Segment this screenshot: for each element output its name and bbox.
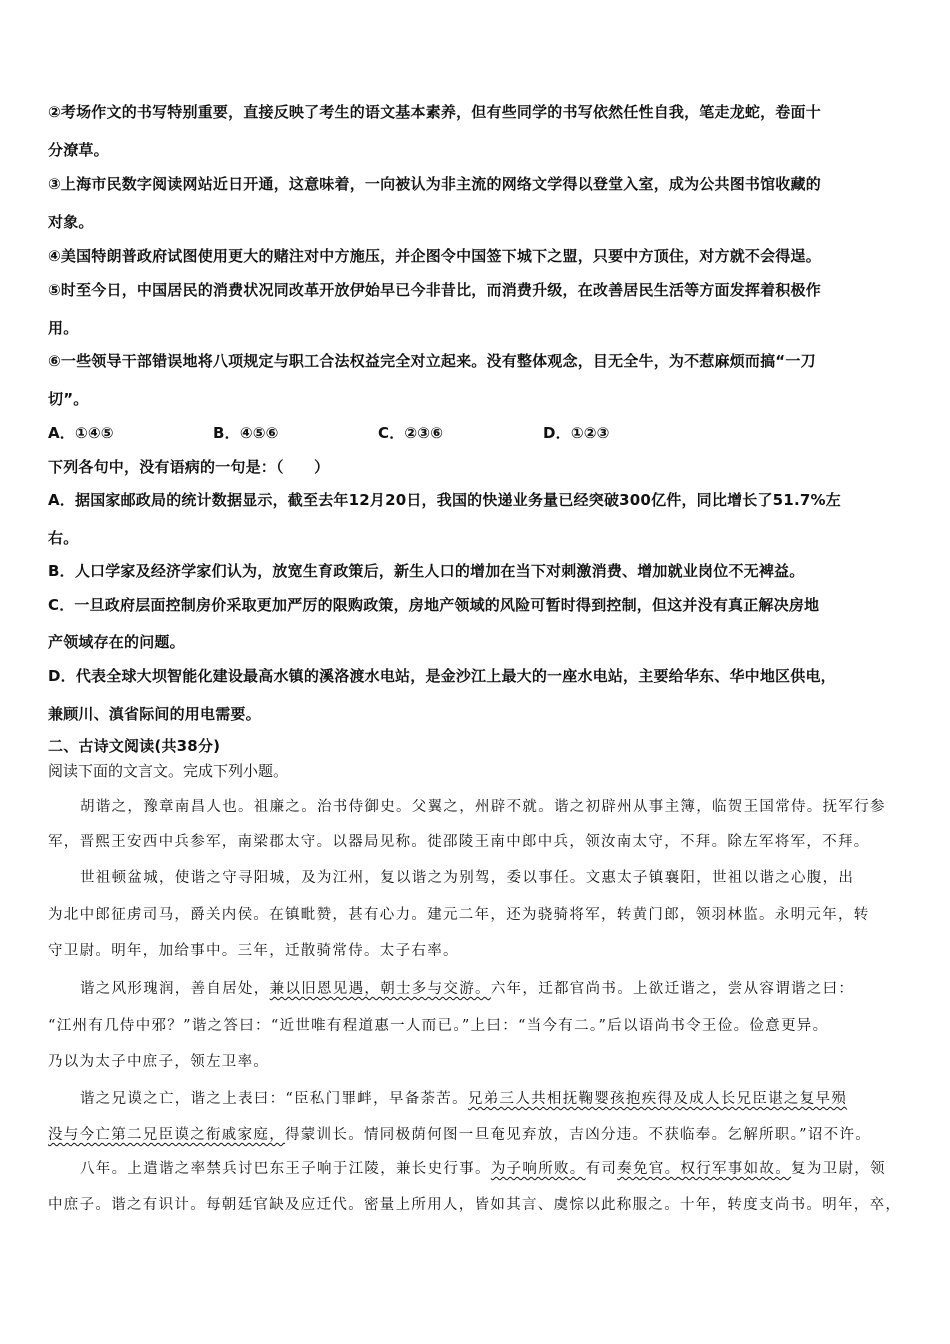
- passage-p5-line2: 中庶子。谐之有识计。每朝廷官缺及应迁代。密量上所用人，皆如其言、虞悰以此称服之。十年，转度支尚书。明年，卒，: [48, 1197, 902, 1213]
- passage-p4-text-b: 得蒙训长。情同极荫何图一旦奄见弃放，吉凶分违。不获临奉。乞解所职。”诏不许。: [285, 1127, 872, 1143]
- q1-item-3-line1: ③上海市民数字阅读网站近日开通，这意味着，一向被认为非主流的网络文学得以登堂入室，成为公共图书馆收藏的: [48, 175, 821, 193]
- passage-p4-underlined-sentence: 兄弟三人共相抚鞠婴孩抱疾得及成人长兄臣谌之复早殒: [467, 1091, 848, 1107]
- passage-p4-text-a: 谐之兄谟之亡，谐之上表曰：“臣私门罪衅，早备荼苦。: [80, 1091, 468, 1107]
- passage-p3-line2: “江州有几侍中邪？”谐之答曰：“近世唯有程道惠一人而已。”上曰：“当今有二。”后以语尚书令王俭。俭意更异。: [48, 1018, 829, 1034]
- q2-option-a-line2: 右。: [48, 529, 79, 547]
- q1-option-b[interactable]: B．④⑤⑥: [213, 424, 279, 442]
- passage-p1-line1: 胡谐之，豫章南昌人也。祖廉之。治书侍御史。父翼之，州辟不就。谐之初辟州从事主簿，临贺王国常侍。抚军行参: [80, 799, 886, 815]
- passage-p4-line1: [80, 1087, 908, 1108]
- q1-item-6-line1: ⑥一些领导干部错误地将八项规定与职工合法权益完全对立起来。没有整体观念，目无全牛，为不惹麻烦而搞“一刀: [48, 352, 816, 370]
- q1-item-5-line2: 用。: [48, 319, 79, 337]
- passage-p5-line1: [80, 1157, 908, 1178]
- passage-p3-text-b: 六年，迁都官尚书。上欲迁谐之，尝从容谓谐之曰：: [490, 981, 855, 997]
- q2-stem: 下列各句中，没有语病的一句是：（ ）: [48, 458, 330, 476]
- q2-option-a-line1[interactable]: A．据国家邮政局的统计数据显示，截至去年12月20日，我国的快递业务量已经突破300亿件，同比增长了51.7%左: [48, 491, 841, 509]
- q2-option-c-line2: 产领域存在的问题。: [48, 633, 185, 651]
- passage-p3-text-a: 谐之风形瑰润，善自居处，: [80, 981, 270, 997]
- passage-p2-line3: 守卫尉。明年，加给事中。三年，迁散骑常侍。太子右率。: [48, 943, 459, 959]
- passage-p5-underlined-3: 权行军事如故。: [680, 1161, 792, 1177]
- q1-item-5-line1: ⑤时至今日，中国居民的消费状况同改革开放伊始早已今非昔比，而消费升级，在改善居民生活等方面发挥着积极作: [48, 281, 821, 299]
- q1-options: [48, 422, 908, 443]
- q1-item-4-line1: ④美国特朗普政府试图使用更大的赌注对中方施压，并企图令中国签下城下之盟，只要中方顶住，对方就不会得逞。: [48, 247, 821, 265]
- q2-option-b-line1[interactable]: B．人口学家及经济学家们认为，放宽生育政策后，新生人口的增加在当下对刺激消费、增加就业岗位不无裨益。: [48, 562, 805, 580]
- q1-item-2-line1: ②考场作文的书写特别重要，直接反映了考生的语文基本素养，但有些同学的书写依然任性自我，笔走龙蛇，卷面十: [48, 103, 821, 121]
- section-heading: 二、古诗文阅读(共38分): [48, 737, 221, 755]
- q2-option-d-line2: 兼顾川、滇省际间的用电需要。: [48, 705, 261, 723]
- passage-p5-underlined-2: 奏免官。: [617, 1161, 681, 1177]
- passage-p2-line2: 为北中郎征虏司马，爵关内侯。在镇毗赞，甚有心力。建元二年，还为骁骑将军，转黄门郎，领羽林监。永明元年，转: [48, 907, 870, 923]
- passage-p1-line2: 军，晋熙王安西中兵参军，南梁郡太守。以器局见称。徙邵陵王南中郎中兵，领汝南太守，不拜。除左军将军，不拜。: [48, 834, 870, 850]
- passage-p5-text-a: 八年。上遣谐之率禁兵讨巴东王子响于江陵，兼长史行事。: [80, 1161, 491, 1177]
- passage-p3-underlined-sentence: 兼以旧恩见遇，朝士多与交游。: [269, 981, 491, 997]
- passage-p4-line2: [48, 1123, 908, 1144]
- q1-option-d[interactable]: D．①②③: [543, 424, 610, 442]
- passage-p5-text-c: 复为卫尉，领: [791, 1161, 886, 1177]
- passage-p3-line3: 乃以为太子中庶子，领左卫率。: [48, 1054, 270, 1070]
- q2-option-c-line1[interactable]: C．一旦政府层面控制房价采取更加严厉的限购政策，房地产领域的风险可暂时得到控制，但这并没有真正解决房地: [48, 596, 820, 614]
- q1-item-3-line2: 对象。: [48, 213, 94, 231]
- passage-p4-underlined-sentence-cont: 没与今亡第二兄臣谟之衔戚家庭，: [48, 1127, 285, 1143]
- q2-option-d-line1[interactable]: D．代表全球大坝智能化建设最高水镇的溪洛渡水电站，是金沙江上最大的一座水电站，主要给华东、华中地区供电，: [48, 667, 836, 685]
- passage-p5-text-b: 有司: [585, 1161, 618, 1177]
- q1-option-a[interactable]: A．①④⑤: [48, 424, 114, 442]
- q1-item-2-line2: 分潦草。: [48, 141, 109, 159]
- passage-p5-underlined-1: 为子响所败。: [490, 1161, 586, 1177]
- q1-option-c[interactable]: C．②③⑥: [378, 424, 444, 442]
- passage-p2-line1: 世祖顿盆城，使谐之守寻阳城，及为江州，复以谐之为别驾，委以事任。文惠太子镇襄阳，世祖以谐之心腹，出: [80, 870, 855, 886]
- q1-item-6-line2: 切”。: [48, 390, 89, 408]
- section-instruction: 阅读下面的文言文。完成下列小题。: [48, 762, 289, 780]
- passage-p3-line1: [80, 977, 908, 998]
